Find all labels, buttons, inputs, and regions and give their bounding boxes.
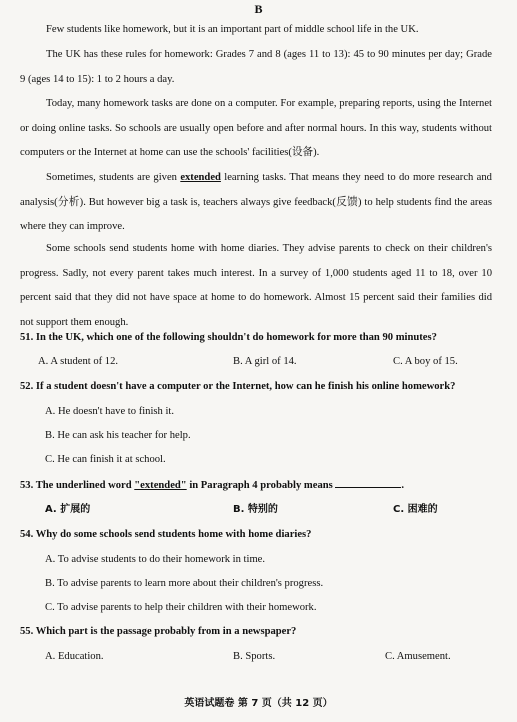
q51-option-b[interactable]: B. A girl of 14. xyxy=(233,356,297,367)
question-54: 54. Why do some schools send students home with home diaries? xyxy=(20,529,312,540)
q53-option-a[interactable]: A. 扩展的 xyxy=(45,504,91,515)
paragraph-3 xyxy=(20,92,492,166)
q55-option-b[interactable]: B. Sports. xyxy=(233,651,276,662)
q51-option-c[interactable]: C. A boy of 15. xyxy=(393,356,458,367)
section-letter: B xyxy=(254,2,263,16)
paragraph-2-text: The UK has these rules for homework: Grades 7 and 8 (ages 11 to 13): 45 to 90 minutes per day; Grade 9 (ages 14 to 15): 1 to 2 hours a day. xyxy=(20,49,492,85)
q55-option-a[interactable]: A. Education. xyxy=(45,651,104,662)
q52-option-c[interactable]: C. He can finish it at school. xyxy=(45,454,166,465)
paragraph-4-text-start: Sometimes, students are given xyxy=(46,172,181,183)
q54-option-b[interactable]: B. To advise parents to learn more about their children's progress. xyxy=(45,578,324,589)
page-footer: 英语试题卷 第 7 页（共 12 页） xyxy=(184,698,333,709)
paragraph-2 xyxy=(20,43,492,92)
q53-text-start: 53. The underlined word xyxy=(20,480,135,491)
answer-blank xyxy=(335,477,401,488)
q53-option-b[interactable]: B. 特别的 xyxy=(233,504,278,515)
q53-option-c[interactable]: C. 困难的 xyxy=(393,504,438,515)
paragraph-5-text: Some schools send students home with home diaries. They advise parents to check on their children's progress. Sadly, not every parent takes much interest. In a survey of 1,000 students aged 11 to 18, over 10 percent said that they did not have space at home to do homework. Almost 15 percent said their families did not support them enough. xyxy=(20,243,492,328)
question-52: 52. If a student doesn't have a computer or the Internet, how can he finish his online homework? xyxy=(20,381,456,392)
q54-option-c[interactable]: C. To advise parents to help their children with their homework. xyxy=(45,602,317,613)
paragraph-3-text: Today, many homework tasks are done on a computer. For example, preparing reports, using the Internet or doing online tasks. So schools are usually open before and after normal hours. In this way, students without computers or the Internet at home can use the schools' facilities(设备). xyxy=(20,98,492,158)
q52-option-b[interactable]: B. He can ask his teacher for help. xyxy=(45,430,191,441)
q54-option-a[interactable]: A. To advise students to do their homework in time. xyxy=(45,554,266,565)
paragraph-1 xyxy=(20,18,492,43)
question-51: 51. In the UK, which one of the following shouldn't do homework for more than 90 minutes? xyxy=(20,332,437,343)
q53-underlined-word: "extended" xyxy=(134,480,187,491)
question-55: 55. Which part is the passage probably from in a newspaper? xyxy=(20,626,297,637)
paragraph-4-text-end: learning tasks. That means they need to do more research and analysis(分析). But however big a task is, teachers always give feedback(反馈) to help students find the areas where they can improve. xyxy=(20,172,492,232)
q52-option-a[interactable]: A. He doesn't have to finish it. xyxy=(45,406,175,417)
underlined-word: extended xyxy=(180,172,221,183)
question-53 xyxy=(20,477,404,494)
paragraph-5 xyxy=(20,237,492,335)
q55-option-c[interactable]: C. Amusement. xyxy=(385,651,451,662)
q51-option-a[interactable]: A. A student of 12. xyxy=(38,356,119,367)
q53-text-middle: in Paragraph 4 probably means xyxy=(186,480,336,491)
q53-text-end: . xyxy=(401,480,405,491)
paragraph-4 xyxy=(20,166,492,240)
paragraph-1-text: Few students like homework, but it is an important part of middle school life in the UK. xyxy=(46,24,419,35)
